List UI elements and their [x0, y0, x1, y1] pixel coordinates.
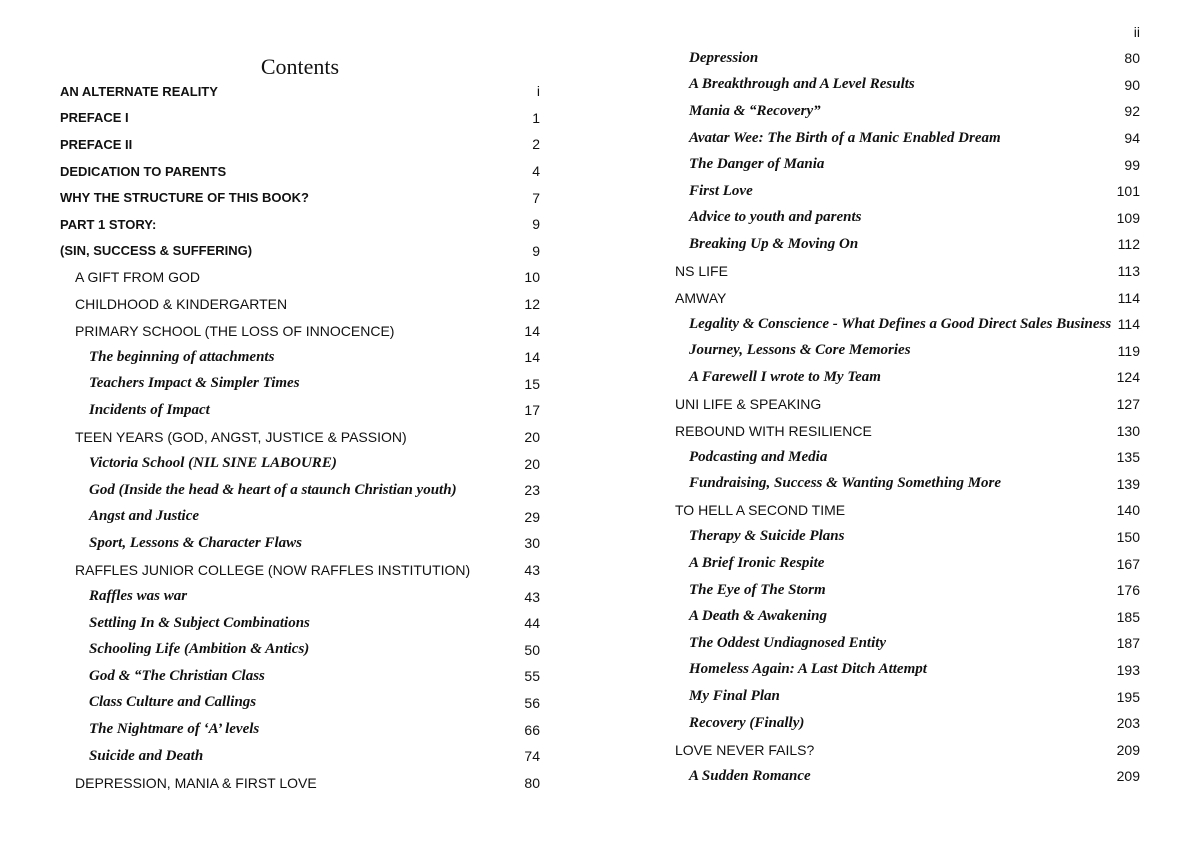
- toc-entry-label: The Eye of The Storm: [689, 581, 826, 598]
- toc-entry[interactable]: [675, 603, 1140, 630]
- toc-entry-page: 20: [524, 455, 540, 472]
- toc-entry-page: 209: [1116, 741, 1140, 758]
- toc-entry-label: Breaking Up & Moving On: [689, 235, 859, 252]
- toc-entry[interactable]: [675, 231, 1140, 258]
- toc-entry[interactable]: [60, 158, 540, 185]
- toc-entry-label: Podcasting and Media: [689, 448, 828, 465]
- toc-entry-label: A GIFT FROM GOD: [75, 269, 200, 286]
- toc-entry[interactable]: [675, 311, 1140, 338]
- toc-entry[interactable]: [675, 710, 1140, 737]
- toc-entry-label: Victoria School (NIL SINE LABOURE): [89, 455, 337, 472]
- toc-entry[interactable]: [675, 763, 1140, 790]
- toc-entry-page: 185: [1116, 608, 1140, 625]
- toc-entry-page: 99: [1124, 156, 1140, 173]
- toc-entry[interactable]: [60, 610, 540, 637]
- toc-entry-label: PREFACE I: [60, 110, 129, 126]
- toc-entry-page: 44: [524, 615, 540, 632]
- toc-entry-label: A Sudden Romance: [689, 767, 811, 784]
- toc-entry[interactable]: [675, 45, 1140, 72]
- toc-entry[interactable]: [60, 184, 540, 211]
- toc-entry-label: NS LIFE: [675, 263, 728, 280]
- toc-entry-label: PRIMARY SCHOOL (THE LOSS OF INNOCENCE): [75, 322, 395, 339]
- toc-entry-label: My Final Plan: [689, 688, 780, 705]
- toc-entry-page: 109: [1116, 209, 1140, 226]
- toc-entry-page: 7: [532, 189, 540, 206]
- toc-entry[interactable]: [675, 444, 1140, 471]
- toc-entry-label: TO HELL A SECOND TIME: [675, 502, 846, 519]
- toc-entry-page: 193: [1116, 661, 1140, 678]
- toc-entry[interactable]: [60, 105, 540, 132]
- toc-entry-label: CHILDHOOD & KINDERGARTEN: [75, 296, 288, 313]
- toc-entry-label: The Nightmare of ‘A’ levels: [89, 721, 260, 738]
- toc-entry[interactable]: [675, 497, 1140, 524]
- toc-entry[interactable]: [675, 98, 1140, 125]
- toc-entry[interactable]: [675, 178, 1140, 205]
- toc-entry[interactable]: [60, 238, 540, 265]
- toc-entry-page: 80: [524, 774, 540, 791]
- toc-entry-label: Settling In & Subject Combinations: [89, 614, 310, 631]
- toc-entry-label: A Brief Ironic Respite: [689, 555, 825, 572]
- toc-entry-page: 113: [1117, 263, 1140, 280]
- toc-entry[interactable]: [60, 397, 540, 424]
- toc-entry-page: 176: [1116, 582, 1140, 599]
- toc-entry[interactable]: [675, 630, 1140, 657]
- toc-entry-page: 50: [524, 641, 540, 658]
- toc-entry-label: UNI LIFE & SPEAKING: [675, 396, 822, 413]
- toc-entry[interactable]: [675, 205, 1140, 232]
- toc-entry-page: 55: [524, 668, 540, 685]
- toc-entry-page: 119: [1117, 342, 1140, 359]
- toc-entry-label: First Love: [689, 182, 753, 199]
- toc-entry[interactable]: [675, 338, 1140, 365]
- toc-entry[interactable]: [60, 530, 540, 557]
- toc-entry[interactable]: [675, 391, 1140, 418]
- toc-entry-label: PREFACE II: [60, 136, 133, 152]
- toc-entry-page: 56: [524, 694, 540, 711]
- toc-entry-label: Suicide and Death: [89, 747, 204, 764]
- toc-entry-page: 112: [1117, 236, 1140, 253]
- toc-entry[interactable]: [675, 577, 1140, 604]
- toc-entry-page: 209: [1116, 768, 1140, 785]
- toc-entry-label: God (Inside the head & heart of a staunch Christian youth): [89, 481, 457, 498]
- toc-entry-page: 14: [524, 322, 540, 339]
- toc-entry[interactable]: [675, 125, 1140, 152]
- toc-entry-page: 66: [524, 721, 540, 738]
- toc-entry-page: 15: [524, 375, 540, 392]
- toc-entry-label: A Farewell I wrote to My Team: [689, 368, 881, 385]
- toc-entry-label: Therapy & Suicide Plans: [689, 528, 845, 545]
- toc-entry-page: 139: [1116, 475, 1140, 492]
- toc-entry-label: DEPRESSION, MANIA & FIRST LOVE: [75, 774, 317, 791]
- toc-entry-page: 74: [524, 748, 540, 765]
- toc-entry[interactable]: [675, 550, 1140, 577]
- toc-entry[interactable]: [60, 211, 540, 238]
- toc-entry[interactable]: [675, 683, 1140, 710]
- toc-entry[interactable]: [60, 743, 540, 770]
- toc-entry-page: 195: [1116, 688, 1140, 705]
- toc-entry[interactable]: [60, 131, 540, 158]
- toc-entry[interactable]: [60, 663, 540, 690]
- toc-entry-label: Avatar Wee: The Birth of a Manic Enabled Dream: [689, 129, 1001, 146]
- toc-entry[interactable]: [60, 636, 540, 663]
- toc-entry-label: (SIN, SUCCESS & SUFFERING): [60, 243, 253, 259]
- toc-list-right: [675, 45, 1140, 790]
- toc-entry-page: 90: [1124, 76, 1140, 93]
- toc-entry[interactable]: [60, 583, 540, 610]
- toc-entry-page: 124: [1116, 369, 1140, 386]
- toc-entry-page: 1: [532, 109, 540, 126]
- toc-entry-page: 167: [1116, 555, 1140, 572]
- toc-entry[interactable]: [60, 317, 540, 344]
- toc-entry-label: TEEN YEARS (GOD, ANGST, JUSTICE & PASSION): [75, 429, 407, 446]
- toc-entry[interactable]: [60, 504, 540, 531]
- toc-entry-page: 101: [1116, 183, 1140, 200]
- toc-entry[interactable]: [60, 424, 540, 451]
- toc-entry-label: Advice to youth and parents: [689, 209, 862, 226]
- toc-entry-label: LOVE NEVER FAILS?: [675, 741, 815, 758]
- toc-entry-label: The Oddest Undiagnosed Entity: [689, 634, 887, 651]
- toc-entry[interactable]: [60, 477, 540, 504]
- toc-entry-label: AN ALTERNATE REALITY: [60, 83, 218, 99]
- toc-entry-page: 30: [524, 535, 540, 552]
- toc-entry[interactable]: [60, 78, 540, 105]
- toc-entry-page: 29: [524, 508, 540, 525]
- toc-entry-label: Sport, Lessons & Character Flaws: [89, 534, 302, 551]
- toc-list-left: [60, 78, 540, 796]
- toc-entry[interactable]: [60, 344, 540, 371]
- toc-entry-label: PART 1 STORY:: [60, 216, 157, 232]
- toc-entry[interactable]: [60, 291, 540, 318]
- toc-entry[interactable]: [675, 524, 1140, 551]
- toc-entry-label: Teachers Impact & Simpler Times: [89, 375, 300, 392]
- toc-entry-label: The Danger of Mania: [689, 156, 825, 173]
- toc-entry-page: 80: [1124, 50, 1140, 67]
- toc-entry-page: 20: [524, 429, 540, 446]
- toc-entry-label: Depression: [689, 49, 759, 66]
- toc-entry-label: WHY THE STRUCTURE OF THIS BOOK?: [60, 190, 309, 206]
- toc-entry-page: 187: [1116, 635, 1140, 652]
- toc-entry-page: 127: [1116, 396, 1140, 413]
- toc-entry-page: 14: [524, 349, 540, 366]
- toc-entry-page: 140: [1116, 502, 1140, 519]
- toc-entry-page: 43: [524, 561, 540, 578]
- toc-entry-page: 23: [524, 482, 540, 499]
- toc-entry-label: RAFFLES JUNIOR COLLEGE (NOW RAFFLES INSTITUTION): [75, 561, 471, 578]
- toc-entry-page: 4: [532, 163, 540, 180]
- toc-entry-page: 150: [1116, 528, 1140, 545]
- toc-entry-page: 43: [524, 588, 540, 605]
- toc-entry-page: 17: [524, 402, 540, 419]
- toc-entry-page: i: [536, 83, 540, 100]
- toc-entry-label: Fundraising, Success & Wanting Something More: [689, 475, 1002, 492]
- toc-entry-page: 114: [1117, 316, 1140, 333]
- toc-entry-label: Schooling Life (Ambition & Antics): [89, 641, 310, 658]
- toc-entry-page: 12: [524, 296, 540, 313]
- toc-entry-page: 92: [1124, 103, 1140, 120]
- toc-entry[interactable]: [675, 258, 1140, 285]
- toc-entry-label: DEDICATION TO PARENTS: [60, 163, 227, 179]
- toc-entry[interactable]: [60, 769, 540, 796]
- toc-entry-page: 114: [1117, 289, 1140, 306]
- toc-entry-label: Recovery (Finally): [689, 714, 805, 731]
- toc-entry-page: 9: [532, 216, 540, 233]
- toc-entry-label: Raffles was war: [89, 588, 188, 605]
- toc-entry-label: God & “The Christian Class: [89, 667, 265, 684]
- toc-entry[interactable]: [675, 657, 1140, 684]
- toc-entry-page: 130: [1116, 422, 1140, 439]
- contents-title: Contents: [260, 54, 340, 79]
- toc-entry-label: Angst and Justice: [89, 508, 200, 525]
- toc-entry-page: 203: [1116, 715, 1140, 732]
- page-number: ii: [1133, 24, 1140, 40]
- toc-entry-page: 2: [532, 136, 540, 153]
- toc-entry-label: Mania & “Recovery”: [689, 102, 821, 119]
- toc-entry[interactable]: [675, 72, 1140, 99]
- toc-entry-page: 9: [532, 242, 540, 259]
- toc-entry-label: Homeless Again: A Last Ditch Attempt: [689, 661, 927, 678]
- toc-entry[interactable]: [60, 450, 540, 477]
- toc-entry[interactable]: [675, 284, 1140, 311]
- toc-entry[interactable]: [60, 716, 540, 743]
- toc-entry-label: REBOUND WITH RESILIENCE: [675, 422, 872, 439]
- toc-entry[interactable]: [675, 151, 1140, 178]
- toc-entry[interactable]: [60, 690, 540, 717]
- toc-entry-page: 10: [524, 269, 540, 286]
- toc-entry[interactable]: [60, 557, 540, 584]
- toc-entry-label: Class Culture and Callings: [89, 694, 257, 711]
- toc-entry-label: A Breakthrough and A Level Results: [689, 76, 915, 93]
- toc-entry-label: Legality & Conscience - What Defines a Good Direct Sales Business: [689, 315, 1112, 332]
- toc-entry-page: 135: [1116, 449, 1140, 466]
- toc-entry-label: Incidents of Impact: [89, 401, 210, 418]
- toc-entry-label: AMWAY: [675, 289, 727, 306]
- toc-entry[interactable]: [675, 471, 1140, 498]
- toc-entry-page: 94: [1124, 130, 1140, 147]
- toc-entry-label: The beginning of attachments: [89, 348, 275, 365]
- toc-entry[interactable]: [60, 264, 540, 291]
- toc-entry[interactable]: [60, 371, 540, 398]
- toc-entry[interactable]: [675, 364, 1140, 391]
- toc-entry-label: A Death & Awakening: [689, 608, 827, 625]
- toc-entry[interactable]: [675, 417, 1140, 444]
- toc-entry-label: Journey, Lessons & Core Memories: [689, 342, 911, 359]
- toc-entry[interactable]: [675, 736, 1140, 763]
